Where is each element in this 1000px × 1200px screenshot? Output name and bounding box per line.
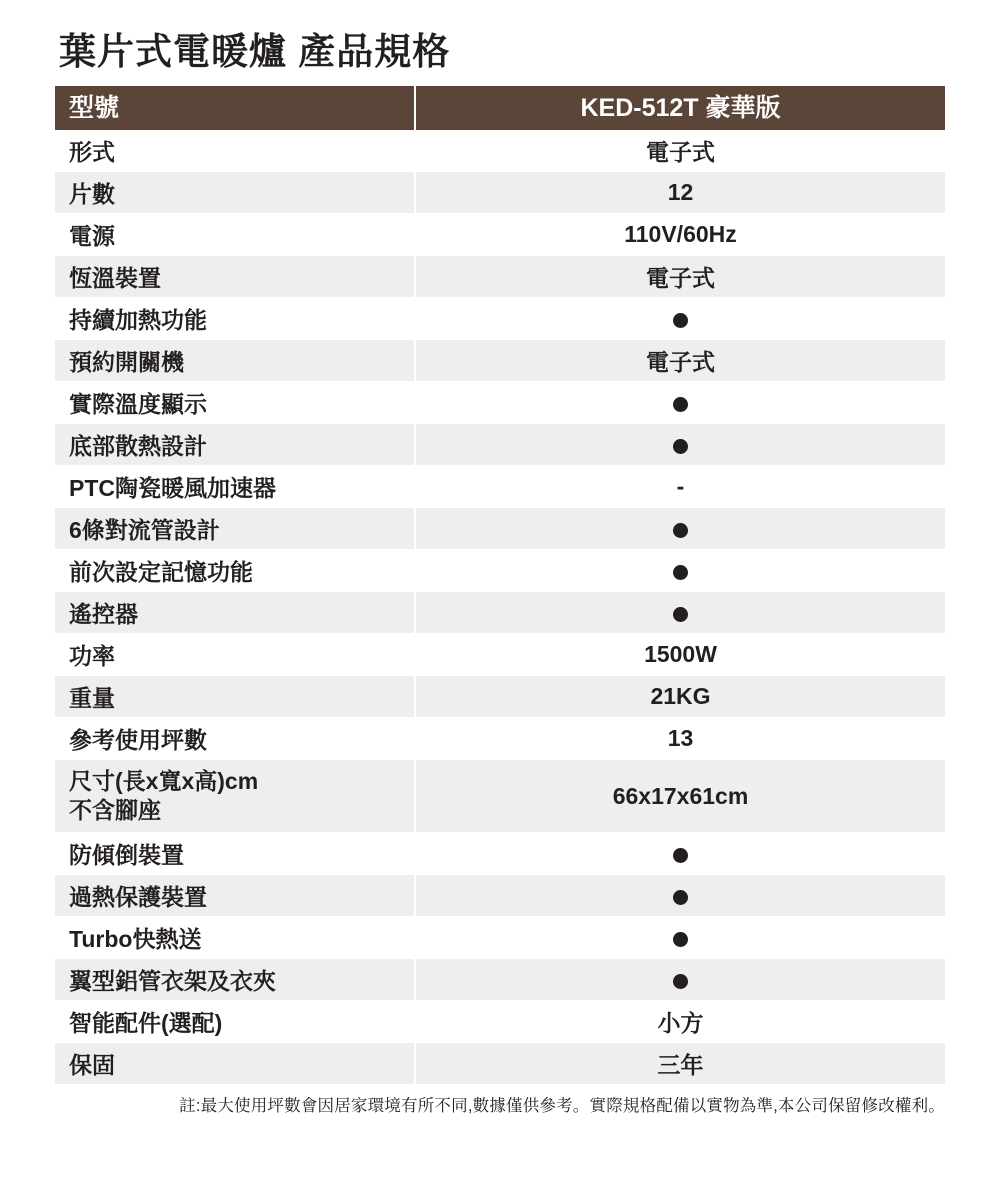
row-label-cell: 參考使用坪數 [55,718,415,760]
row-label-cell: 片數 [55,172,415,214]
row-value-cell [415,508,945,550]
row-label-cell: Turbo快熱送 [55,917,415,959]
table-row [55,424,945,466]
row-label-cell: 重量 [55,676,415,718]
table-row [55,550,945,592]
table-row [55,592,945,634]
row-label-cell: 6條對流管設計 [55,508,415,550]
table-row [55,214,945,256]
table-row [55,875,945,917]
row-label-cell: PTC陶瓷暖風加速器 [55,466,415,508]
table-row [55,760,945,833]
row-label-cell: 遙控器 [55,592,415,634]
bullet-dot-icon [673,607,688,622]
row-value-cell: 電子式 [415,256,945,298]
row-value-cell [415,550,945,592]
row-value-cell: 三年 [415,1043,945,1085]
bullet-dot-icon [673,397,688,412]
row-value-cell: 小方 [415,1001,945,1043]
table-row [55,298,945,340]
row-label-cell: 翼型鋁管衣架及衣夾 [55,959,415,1001]
table-row [55,634,945,676]
row-value-cell: 110V/60Hz [415,214,945,256]
bullet-dot-icon [673,565,688,580]
table-row [55,833,945,875]
row-label-cell: 形式 [55,130,415,172]
page-title: 葉片式電暖爐 產品規格 [59,31,451,72]
row-value-cell: 13 [415,718,945,760]
header-value-cell: KED-512T 豪華版 [415,86,945,130]
table-row [55,1043,945,1085]
row-label-cell: 預約開關機 [55,340,415,382]
table-row [55,340,945,382]
bullet-dot-icon [673,890,688,905]
row-value-cell: 電子式 [415,340,945,382]
row-value-cell: 12 [415,172,945,214]
table-row [55,130,945,172]
row-value-cell [415,833,945,875]
row-label-line-2: 不含腳座 [69,797,161,824]
row-label-cell: 電源 [55,214,415,256]
table-row [55,1001,945,1043]
row-value-cell [415,298,945,340]
row-value-cell [415,959,945,1001]
bullet-dot-icon [673,974,688,989]
row-label-cell: 過熱保護裝置 [55,875,415,917]
row-value-cell [415,875,945,917]
row-label-cell: 實際溫度顯示 [55,382,415,424]
row-value-cell [415,917,945,959]
row-label-cell: 防傾倒裝置 [55,833,415,875]
specification-table [55,86,945,1085]
row-value-cell [415,382,945,424]
row-label-cell [55,760,415,833]
row-value-cell: 21KG [415,676,945,718]
row-value-cell: 1500W [415,634,945,676]
table-row [55,676,945,718]
row-value-cell [415,424,945,466]
row-label-cell: 底部散熱設計 [55,424,415,466]
table-row [55,172,945,214]
bullet-dot-icon [673,932,688,947]
table-row [55,959,945,1001]
row-label-cell: 智能配件(選配) [55,1001,415,1043]
table-row [55,718,945,760]
footnote: 註:最大使用坪數會因居家環境有所不同,數據僅供參考。實際規格配備以實物為準,本公司保留修改權利。 [179,1097,945,1116]
row-value-cell [415,592,945,634]
bullet-dot-icon [673,523,688,538]
header-label-cell: 型號 [55,86,415,130]
table-row [55,466,945,508]
table-row [55,382,945,424]
table-row [55,256,945,298]
bullet-dot-icon [673,848,688,863]
bullet-dot-icon [673,313,688,328]
row-value-cell: - [415,466,945,508]
table-row [55,917,945,959]
row-label-line-1: 尺寸(長x寬x高)cm [69,767,259,794]
row-label-cell: 保固 [55,1043,415,1085]
row-label-cell: 恆溫裝置 [55,256,415,298]
table-row [55,508,945,550]
row-label-cell: 持續加熱功能 [55,298,415,340]
table-header-row [55,86,945,130]
row-value-cell: 66x17x61cm [415,760,945,833]
row-value-cell: 電子式 [415,130,945,172]
bullet-dot-icon [673,439,688,454]
row-label-cell: 功率 [55,634,415,676]
spec-table-body [55,86,945,1085]
row-label-cell: 前次設定記憶功能 [55,550,415,592]
